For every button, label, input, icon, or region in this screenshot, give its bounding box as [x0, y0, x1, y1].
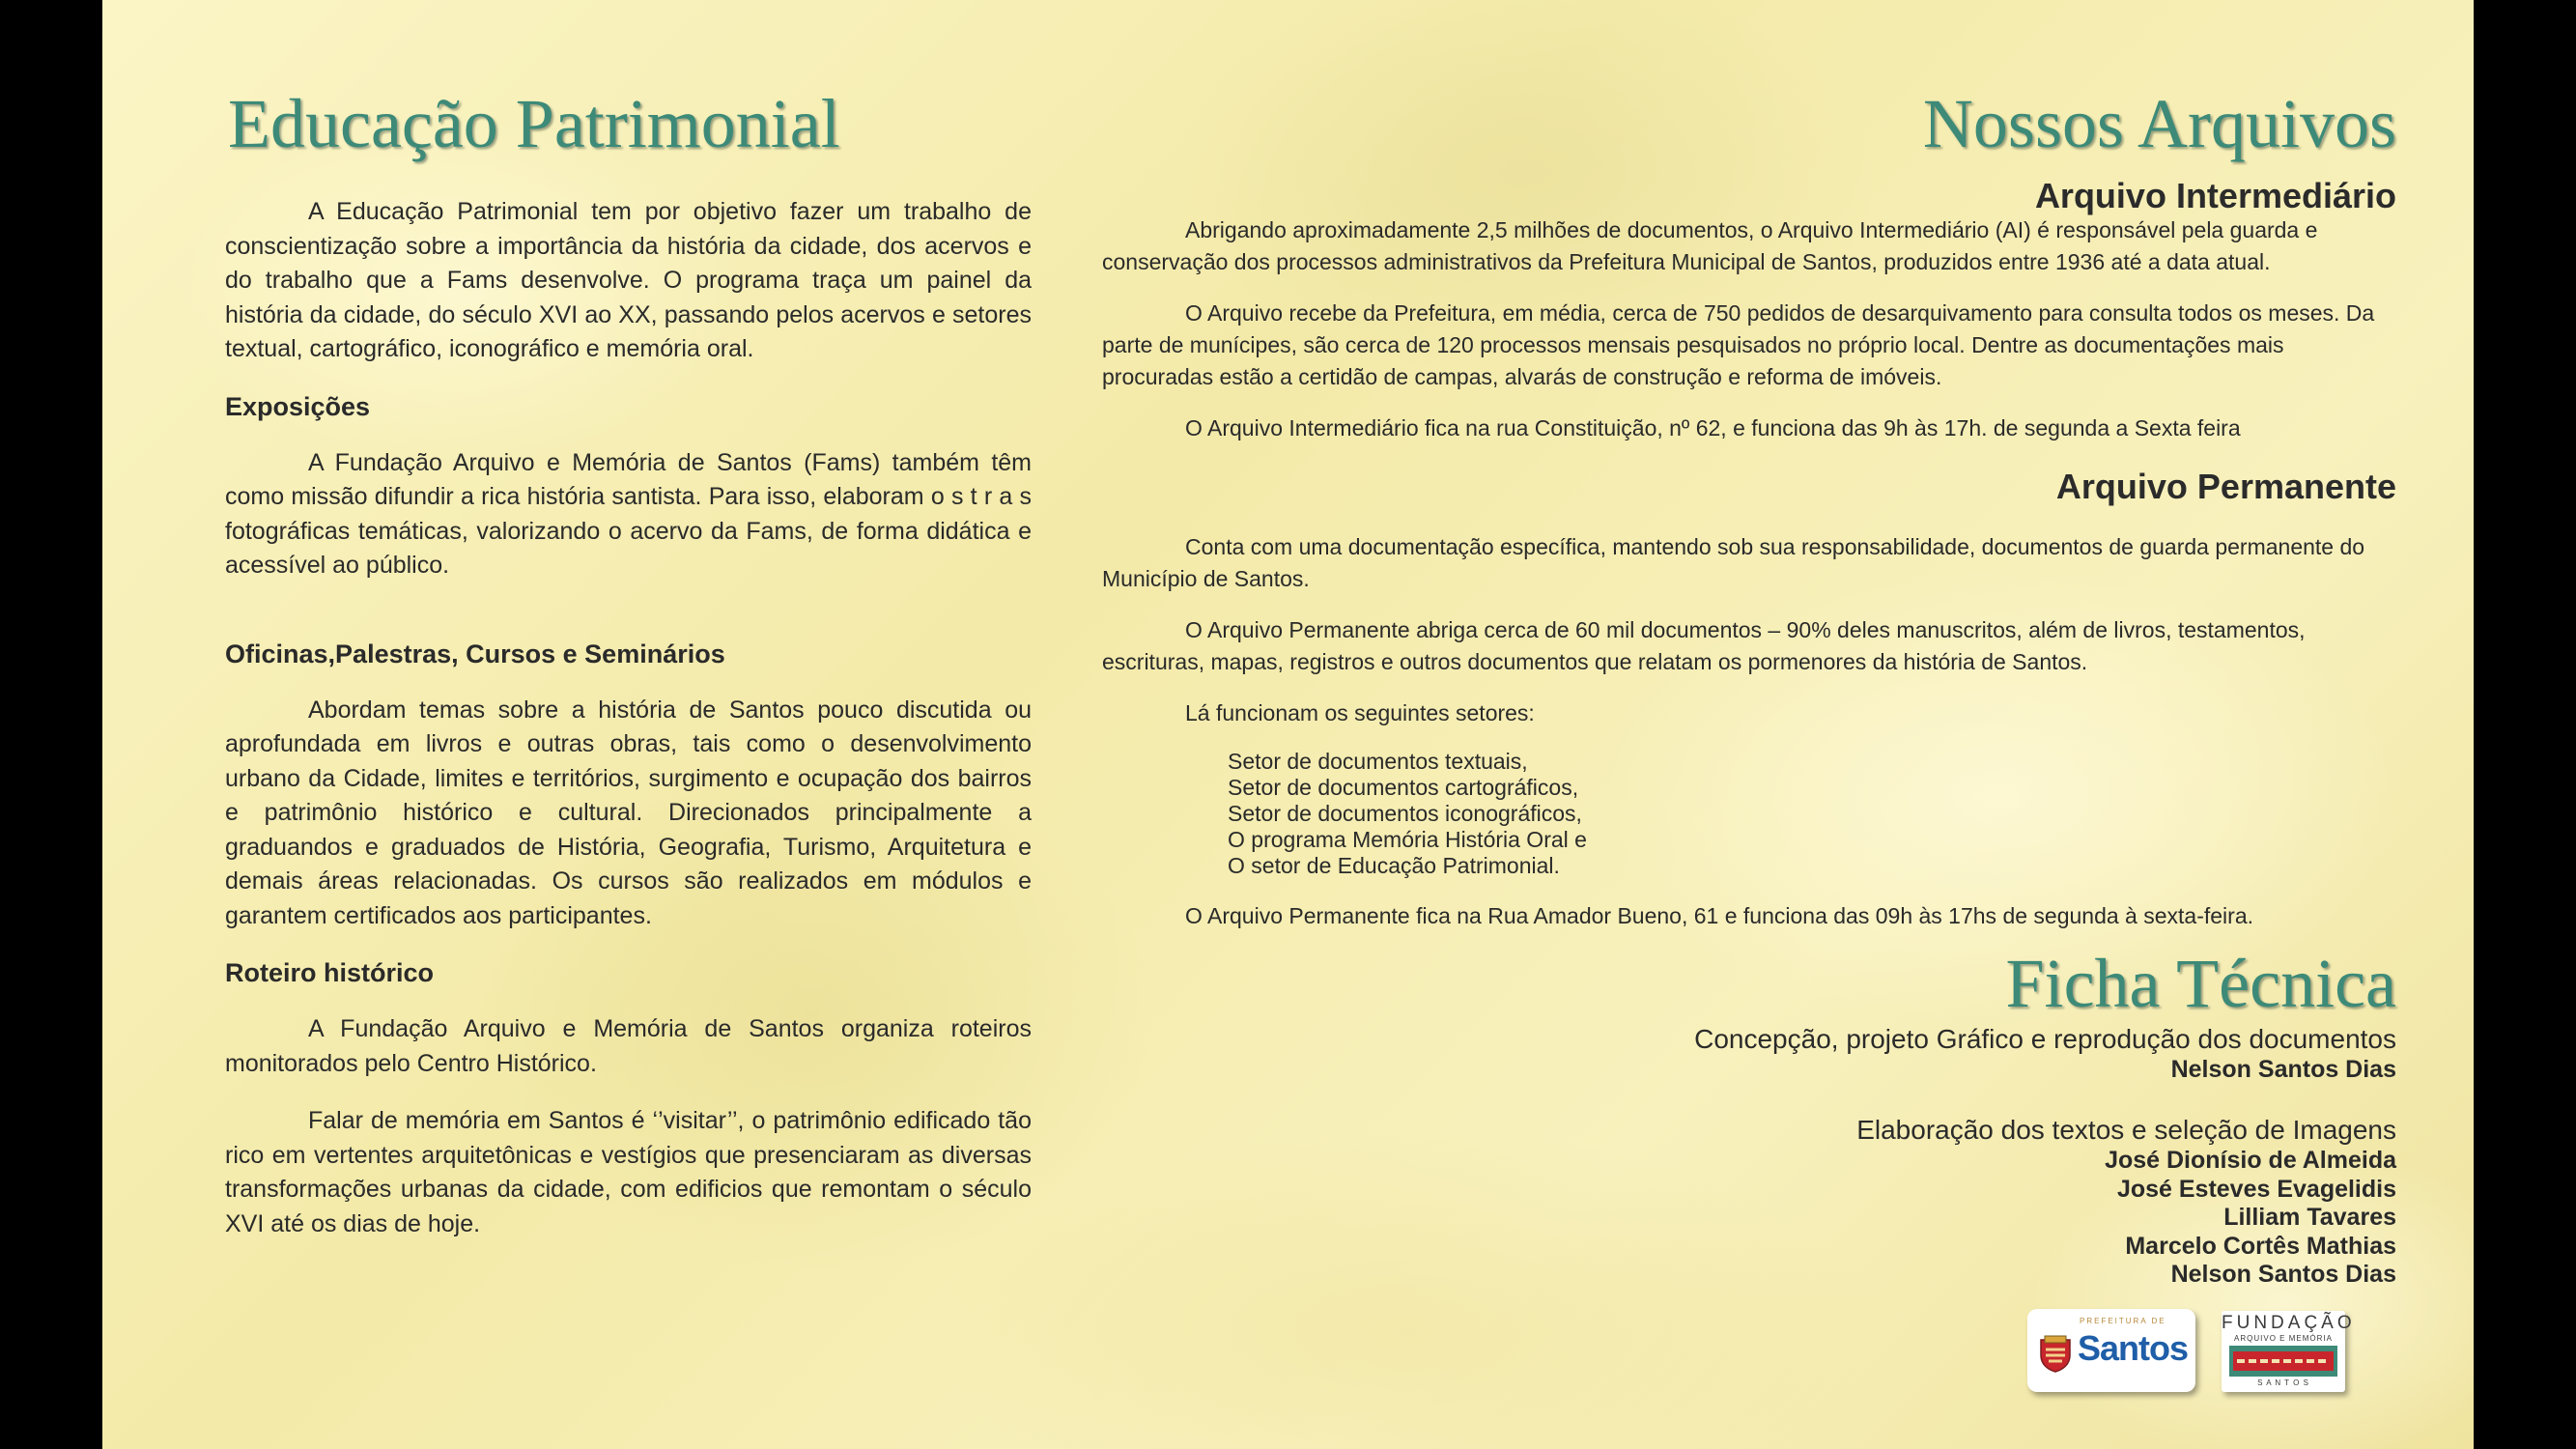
ficha-tecnica-title: Ficha Técnica	[2005, 945, 2396, 1022]
credit-name: José Dionísio de Almeida	[2105, 1147, 2396, 1174]
brochure-page	[102, 0, 2474, 1449]
credit-name: Nelson Santos Dias	[2170, 1056, 2396, 1083]
intermediario-paragraph-1: Abrigando aproximadamente 2,5 milhões de documentos, o Arquivo Intermediário (AI) é responsável pela guarda e conservação dos processos administrativos da Prefeitura Municipal de Santos, produzidos entre 1936 até a data atual.	[1102, 217, 2318, 274]
credit-name: José Esteves Evagelidis	[2116, 1175, 2396, 1203]
fundacao-emblem-icon	[2229, 1346, 2337, 1377]
credit-name: Marcelo Cortês Mathias	[2125, 1232, 2396, 1260]
setor-item: O programa Memória História Oral e	[1228, 827, 1587, 852]
setor-item: Setor de documentos cartográficos,	[1228, 775, 1579, 800]
setores-list	[1102, 749, 2396, 879]
roteiro-paragraph-1: A Fundação Arquivo e Memória de Santos organiza roteiros monitorados pelo Centro Histórico.	[225, 1015, 1032, 1077]
arquivo-intermediario-heading: Arquivo Intermediário	[2034, 176, 2396, 215]
left-black-border	[0, 0, 102, 1449]
arquivo-intermediario-section	[1102, 214, 2396, 444]
santos-logo-text: Santos	[2078, 1328, 2189, 1368]
permanente-paragraph-1: Conta com uma documentação específica, mantendo sob sua responsabilidade, documentos de guarda permanente do Município de Santos.	[1102, 534, 2365, 591]
setor-item: Setor de documentos iconográficos,	[1228, 801, 1582, 826]
roteiro-paragraph-2: Falar de memória em Santos é ‘’visitar’’, o patrimônio edificado tão rico em vertentes arquitetônicas e vestígios que presenciaram as diversas transformações urbanas da cidade, com edificios que remontam o século XVI até os dias de hoje.	[225, 1107, 1032, 1237]
prefeitura-small-text: PREFEITURA DE	[2080, 1317, 2166, 1325]
arquivo-permanente-heading: Arquivo Permanente	[2055, 467, 2396, 506]
credit-name: Lilliam Tavares	[2223, 1204, 2396, 1231]
right-black-border	[2474, 0, 2576, 1449]
fundacao-logo-subtext: ARQUIVO E MEMÓRIA	[2234, 1334, 2333, 1343]
permanente-paragraph-2: O Arquivo Permanente abriga cerca de 60 mil documentos – 90% deles manuscritos, além de livros, testamentos, escrituras, mapas, registros e outros documentos que relatam os pormenores da história de Santos.	[1102, 617, 2306, 674]
educacao-intro-paragraph: A Educação Patrimonial tem por objetivo fazer um trabalho de conscientização sobre a importância da história da cidade, dos acervos e do trabalho que a Fams desenvolve. O programa traça um painel da história da cidade, do século XVI ao XX, passando pelos acervos e setores textual, cartográfico, iconográfico e memória oral.	[225, 198, 1032, 362]
fundacao-arquivo-memoria-logo	[2222, 1311, 2356, 1392]
roteiro-heading: Roteiro histórico	[225, 958, 435, 987]
ficha-credits-block-2	[1856, 1114, 2396, 1290]
intermediario-paragraph-2: O Arquivo recebe da Prefeitura, em média, cerca de 750 pedidos de desarquivamento para consulta todos os meses. Da parte de munícipes, são cerca de 120 processos mensais pesquisados no próprio local. Dentre as documentações mais procuradas estão a certidão de campas, alvarás de construção e reforma de imóveis.	[1102, 300, 2375, 389]
intermediario-paragraph-3: O Arquivo Intermediário fica na rua Constituição, nº 62, e funciona das 9h às 17h. de segunda a Sexta feira	[1185, 415, 2241, 440]
prefeitura-santos-logo	[2027, 1309, 2195, 1392]
arquivo-permanente-section	[1102, 531, 2396, 932]
exposicoes-paragraph: A Fundação Arquivo e Memória de Santos (Fams) também têm como missão difundir a rica história santista. Para isso, elaboram o s t r a s fotográficas temáticas, valorizando o acervo da Fams, de forma didática e acessível ao público.	[225, 448, 1032, 579]
credit-name: Nelson Santos Dias	[2170, 1261, 2396, 1288]
setor-item: O setor de Educação Patrimonial.	[1228, 853, 1560, 878]
nossos-arquivos-title: Nossos Arquivos	[1922, 85, 2396, 162]
credit-role-concepcao: Concepção, projeto Gráfico e reprodução dos documentos	[1694, 1024, 2396, 1054]
setor-item: Setor de documentos textuais,	[1228, 749, 1528, 774]
ficha-credits-block-1	[1694, 1023, 2396, 1085]
credit-role-textos: Elaboração dos textos e seleção de Imagens	[1856, 1115, 2396, 1145]
fundacao-logo-bottom-text: S A N T O S	[2257, 1378, 2309, 1387]
oficinas-paragraph: Abordam temas sobre a história de Santos pouco discutida ou aprofundada em livros e outras obras, tais como o desenvolvimento urbano da Cidade, limites e territórios, surgimento e ocupação dos bairros e patrimônio histórico e cultural. Direcionados principalmente a graduandos e graduados de História, Geografia, Turismo, Arquitetura e demais áreas relacionadas. Os cursos são realizados em módulos e garantem certificados aos participantes.	[225, 696, 1032, 929]
educacao-patrimonial-title: Educação Patrimonial	[228, 85, 840, 162]
oficinas-heading: Oficinas,Palestras, Cursos e Seminários	[225, 639, 725, 668]
fundacao-logo-text: FUNDAÇÃO	[2222, 1313, 2356, 1333]
exposicoes-heading: Exposições	[225, 391, 371, 421]
left-column	[225, 195, 1032, 1241]
santos-coat-of-arms-icon	[2037, 1334, 2074, 1373]
permanente-paragraph-3: Lá funcionam os seguintes setores:	[1185, 700, 1535, 725]
permanente-paragraph-4: O Arquivo Permanente fica na Rua Amador Bueno, 61 e funciona das 09h às 17hs de segunda à sexta-feira.	[1185, 903, 2253, 928]
